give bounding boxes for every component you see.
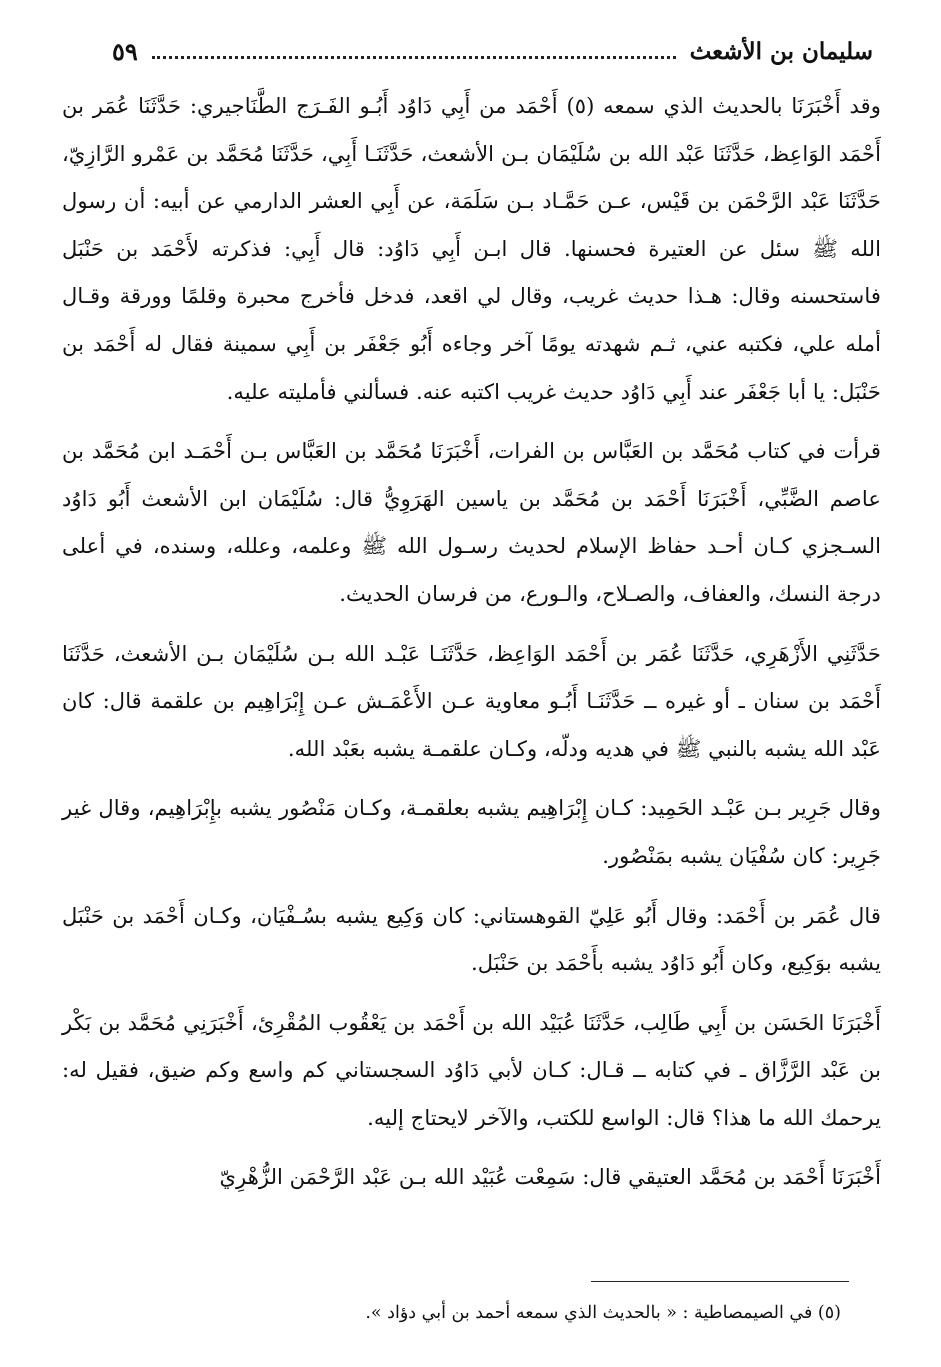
paragraph: وقال جَرِير بـن عَبْـد الحَمِيد: كـان إِبْرَاهِيم يشبه بعلقمـة، وكـان مَنْصُور يشبه بإِبْرَاهِيم، وقال غير جَرِير: كان سُفْيَان يشبه بمَنْصُور. [62,795,881,868]
main-text [62,82,881,1213]
footnote: (٥) في الصيمصاطية : « بالحديث الذي سمعه أحمد بن أبي دؤاد ». [365,1303,841,1323]
running-title: سليمان بن الأشعث [689,37,873,65]
paragraph: أَخْبَرَنَا أَحْمَد بن مُحَمَّد العتيقي قال: سَمِعْت عُبَيْد الله بـن عَبْد الرَّحْمَن الزُّهْرِيّ [219,1164,881,1190]
page-number: ٥٩ [112,36,138,66]
paragraph: أَخْبَرَنَا الحَسَن بن أَبِي طَالِب، حَدَّثَنَا عُبَيْد الله بن أَحْمَد بن يَعْقُوب المُقْرِئ، أَخْبَرَنِي مُحَمَّد بن بَكْر بن عَبْد الرَّزَّاق ـ في كتابه ــ قـال: كـان لأبي دَاوُد السجستاني كم واسع وكم ضيق، فقيل له: يرحمك الله ما هذا؟ قال: الواسع للكتب، والآخر لايحتاج إليه. [62,1009,881,1130]
paragraph: قرأت في كتاب مُحَمَّد بن العَبَّاس بن الفرات، أَخْبَرَنَا مُحَمَّد بن العَبَّاس بـن أَحْمَـد ابن مُحَمَّد بن عاصم الضَّبِّي، أَخْبَرَنَا أَحْمَد بن مُحَمَّد بن ياسين الهَرَوِيُّ قال: سُلَيْمَان ابن الأشعث أَبُو دَاوُد السـجزي كـان أحـد حفاظ الإسلام لحديث رسـول الله ﷺ وعلمه، وعلله، وسنده، في أعلى درجة النسك، والعفاف، والصـلاح، والـورع، من فرسان الحديث. [62,438,881,606]
paragraph: قال عُمَر بن أَحْمَد: وقال أَبُو عَلِيّ القوهستاني: كان وَكِيع يشبه بسُـفْيَان، وكـان أَحْمَد بن حَنْبَل يشبه بوَكِيع، وكان أَبُو دَاوُد يشبه بأَحْمَد بن حَنْبَل. [62,902,881,976]
paragraph: حَدَّثَنِي الأَزْهَرِي، حَدَّثَنَا عُمَر بن أَحْمَد الوَاعِظ، حَدَّثَنَـا عَبْـد الله بـن سُلَيْمَان بـن الأشعث، حَدَّثَنَا أَحْمَد بن سنان ـ أو غيره ــ حَدَّثَنَـا أَبُـو معاوية عـن الأَعْمَـش عـن إِبْرَاهِيم بن علقمة قال: كان عَبْد الله يشبه بالنبي ﷺ في هديه ودلّه، وكـان علقمـة يشبه بعَبْد الله. [62,640,881,761]
page-header [112,28,873,74]
dotted-leader [152,56,676,59]
footnote-divider [591,1281,849,1282]
paragraph: وقد أَخْبَرَنَا بالحديث الذي سمعه (٥) أَحْمَد من أَبِي دَاوُد أَبُـو الفَـرَج الطَّنَاجيري: حَدَّثَنَا عُمَر بن أَحْمَد الوَاعِظ، حَدَّثَنَا عَبْد الله بن سُلَيْمَان بـن الأشعث، حَدَّثَنَـا أَبِي، حَدَّثَنَا مُحَمَّد بن عَمْرو الرَّازِيّ، حَدَّثَنَا عَبْد الرَّحْمَن بن قَيْس، عـن حَمَّـاد بـن سَلَمَة، عن أَبِي العشر الدارمي عن أبيه: أن رسول الله ﷺ سئل عن العتيرة فحسنها. قال ابـن أَبِي دَاوُد: قال أَبِي: فذكرته لأَحْمَد بن حَنْبَل فاستحسنه وقال: هـذا حديث غريب، وقال لي اقعد، فدخل فأخرج محبرة وقلمًا وورقة وقـال أمله علي، فكتبه عني، ثـم شهدته يومًا آخر وجاءه أَبُو جَعْفَر بن أَبِي سمينة فقال له أَحْمَد بن حَنْبَل: يا أبا جَعْفَر عند أَبِي دَاوُد حديث غريب اكتبه عنه. فسألني فأمليته عليه. [62,93,881,404]
